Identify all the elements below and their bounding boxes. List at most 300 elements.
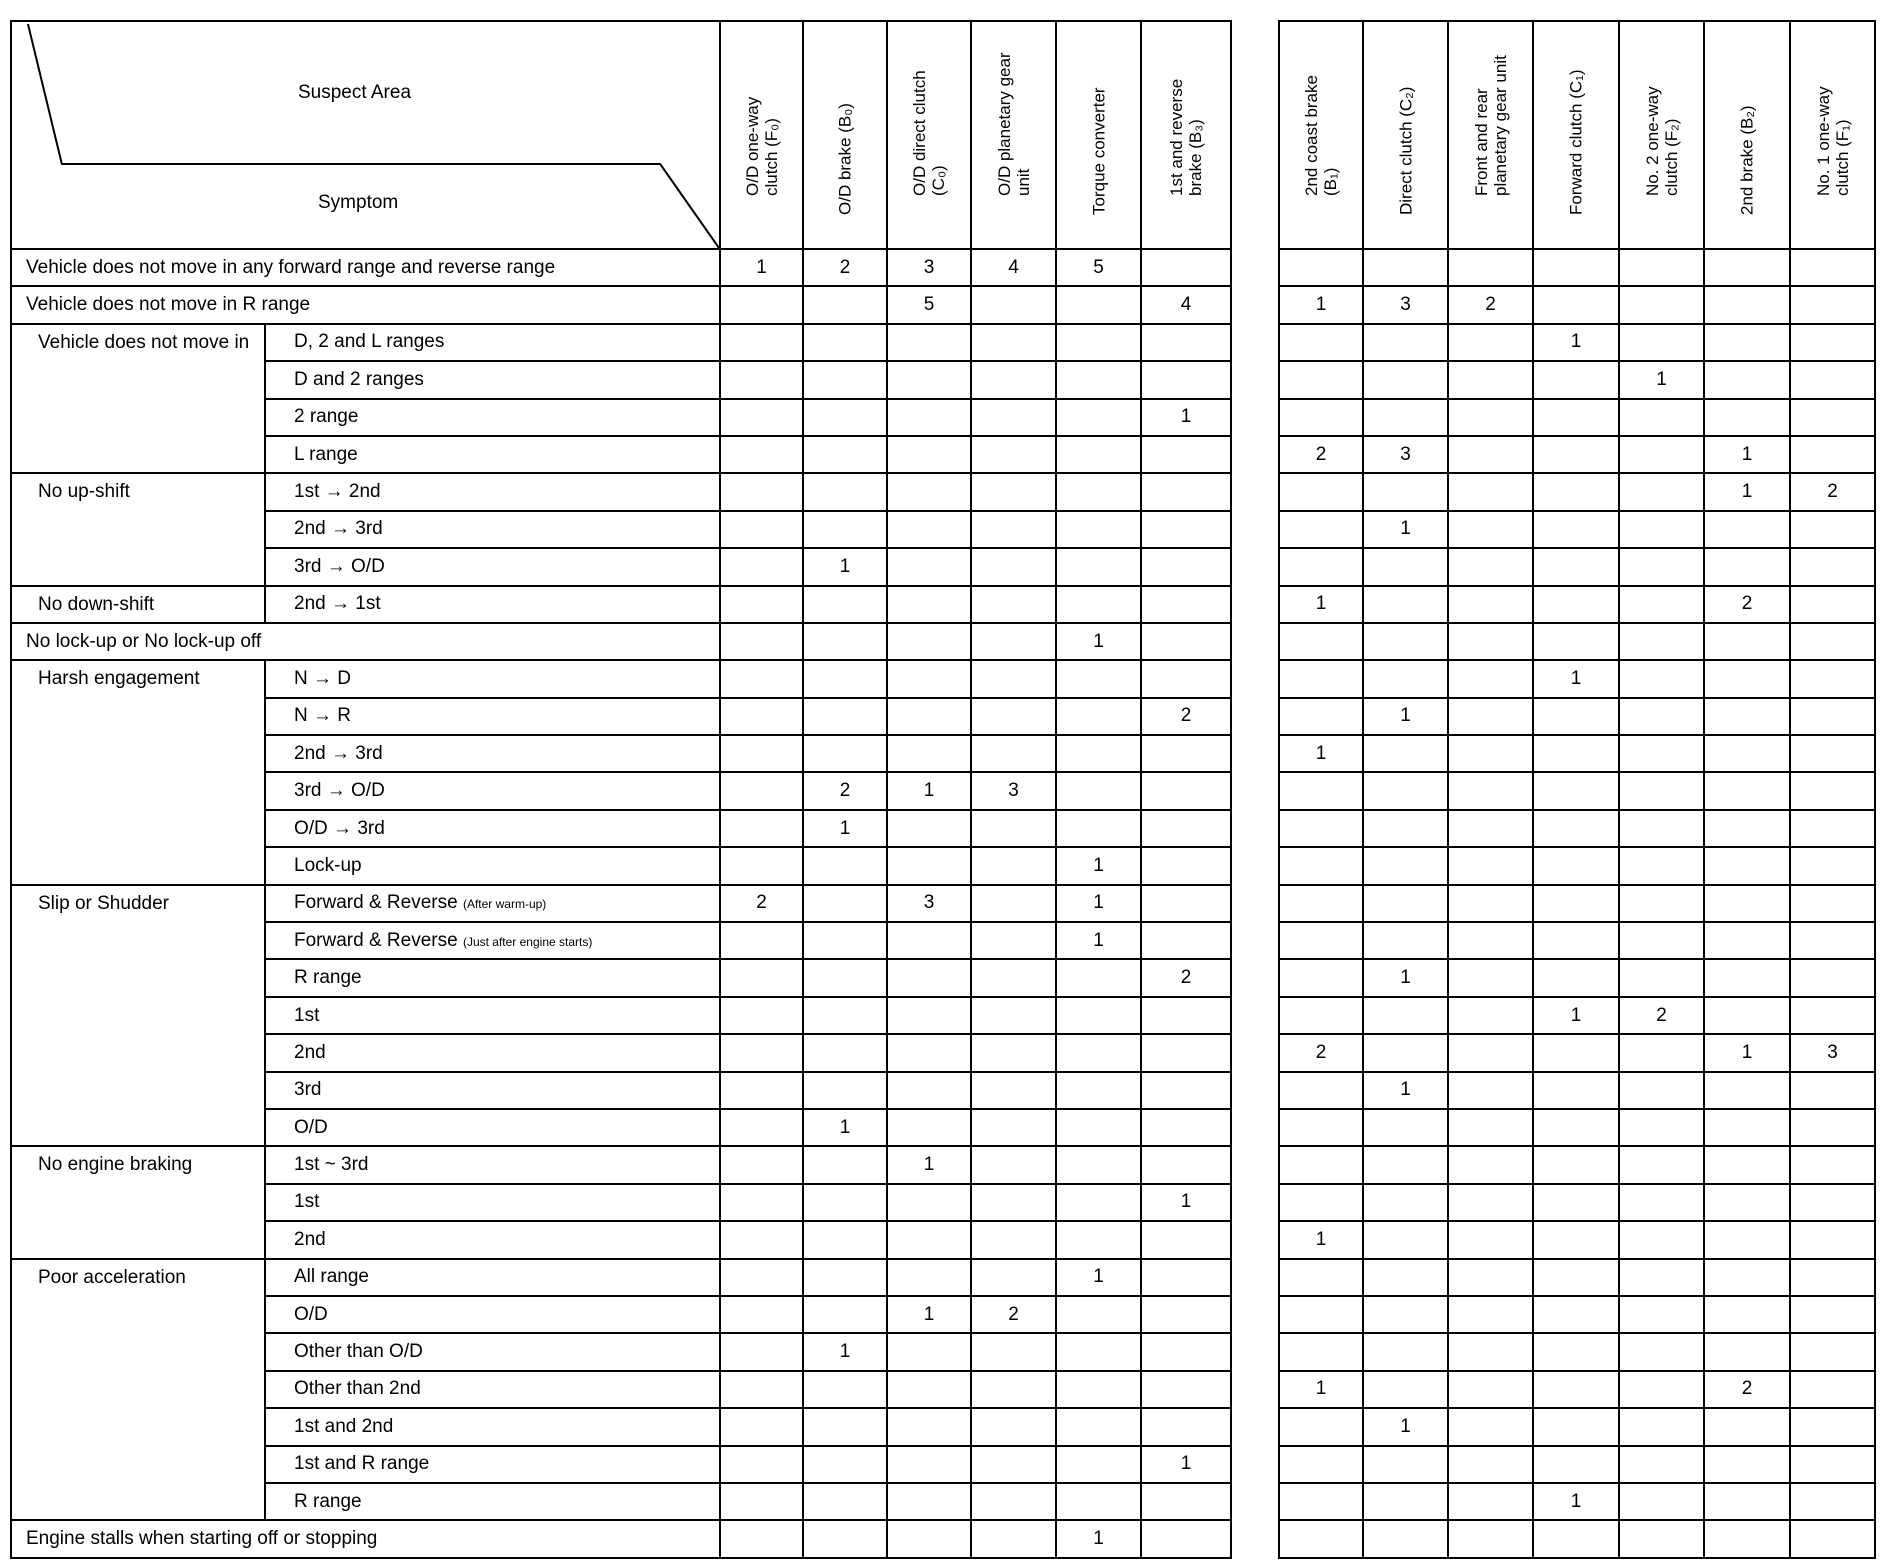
condition-text: N → D: [294, 667, 351, 689]
check-order-cell: [720, 1146, 803, 1183]
check-order-cell: [1790, 1146, 1875, 1183]
check-order-cell: [1448, 399, 1533, 436]
check-order-cell: [1790, 324, 1875, 361]
check-order-cell: [971, 1146, 1056, 1183]
condition-text: O/D: [294, 1116, 328, 1138]
check-order-cell: [1790, 436, 1875, 473]
check-order-cell: 1: [1704, 436, 1790, 473]
check-order-cell: [971, 1034, 1056, 1071]
symptom-row: [1279, 922, 1875, 959]
check-order-cell: [803, 922, 887, 959]
check-order-cell: [1141, 1109, 1231, 1146]
condition-text: O/D: [294, 1303, 328, 1325]
check-order-cell: [1141, 324, 1231, 361]
check-order-cell: [720, 623, 803, 660]
condition-text: Forward & Reverse: [294, 929, 458, 951]
check-order-cell: [1533, 885, 1619, 922]
symptom-row: [11, 286, 1231, 323]
check-order-cell: [1619, 922, 1704, 959]
check-order-cell: 1: [1704, 1034, 1790, 1071]
check-order-cell: [1533, 1146, 1619, 1183]
check-order-cell: [1056, 586, 1141, 623]
check-order-cell: [1533, 1221, 1619, 1258]
check-order-cell: [720, 922, 803, 959]
check-order-cell: [1790, 1184, 1875, 1221]
check-order-cell: [1448, 1221, 1533, 1258]
check-order-cell: [1704, 1333, 1790, 1370]
check-order-cell: [1363, 1034, 1448, 1071]
symptom-row: [1279, 1072, 1875, 1109]
condition-text: L range: [294, 443, 358, 465]
check-order-cell: [1141, 1483, 1231, 1520]
column-header-label: O/D brake (B₀): [835, 103, 855, 215]
check-order-cell: [1363, 249, 1448, 286]
check-order-cell: [971, 623, 1056, 660]
check-order-cell: [1619, 399, 1704, 436]
check-order-cell: 1: [1279, 1221, 1363, 1258]
symptom-condition: [265, 810, 720, 847]
check-order-cell: [1533, 1446, 1619, 1483]
check-order-cell: 1: [1279, 586, 1363, 623]
symptom-row: [1279, 1109, 1875, 1146]
check-order-cell: [1141, 586, 1231, 623]
check-order-cell: [803, 1371, 887, 1408]
check-order-cell: [1056, 772, 1141, 809]
symptom-group-label: No engine braking: [11, 1146, 265, 1258]
check-order-cell: 1: [887, 1296, 971, 1333]
check-order-cell: 1: [887, 1146, 971, 1183]
check-order-cell: 1: [1533, 997, 1619, 1034]
symptom-row: [1279, 1146, 1875, 1183]
check-order-cell: [1704, 772, 1790, 809]
suspect-area-column-header: [1056, 21, 1141, 249]
check-order-cell: [1141, 1072, 1231, 1109]
check-order-cell: [1279, 1296, 1363, 1333]
check-order-cell: [1056, 1072, 1141, 1109]
check-order-cell: [971, 735, 1056, 772]
symptom-row: [1279, 997, 1875, 1034]
check-order-cell: [1056, 324, 1141, 361]
check-order-cell: [803, 847, 887, 884]
symptom-group-label: Poor acceleration: [11, 1259, 265, 1521]
check-order-cell: [1141, 1221, 1231, 1258]
check-order-cell: [1790, 1408, 1875, 1445]
condition-text: 1st and R range: [294, 1453, 430, 1475]
check-order-cell: [1448, 698, 1533, 735]
condition-text: 3rd: [294, 1079, 322, 1101]
check-order-cell: [1533, 772, 1619, 809]
check-order-cell: [1056, 473, 1141, 510]
check-order-cell: [1141, 772, 1231, 809]
symptom-row: [11, 324, 1231, 361]
check-order-cell: [1448, 361, 1533, 398]
condition-note: (Just after engine starts): [462, 934, 593, 949]
check-order-cell: [1448, 623, 1533, 660]
check-order-cell: 3: [1363, 436, 1448, 473]
check-order-cell: 2: [1279, 436, 1363, 473]
symptom-condition: [265, 1259, 720, 1296]
check-order-cell: [1790, 399, 1875, 436]
symptom-row: [1279, 660, 1875, 697]
check-order-cell: [971, 997, 1056, 1034]
symptom-row: [1279, 1408, 1875, 1445]
check-order-cell: [1533, 1259, 1619, 1296]
check-order-cell: [720, 810, 803, 847]
check-order-cell: [1704, 249, 1790, 286]
check-order-cell: [803, 586, 887, 623]
check-order-cell: [803, 436, 887, 473]
check-order-cell: [1619, 1333, 1704, 1370]
suspect-area-column-header: [1704, 21, 1790, 249]
check-order-cell: [1619, 1259, 1704, 1296]
check-order-cell: [1533, 1520, 1619, 1557]
condition-text: All range: [294, 1266, 369, 1288]
check-order-cell: 1: [803, 548, 887, 585]
right-table-body: [1279, 249, 1875, 1558]
check-order-cell: [1533, 959, 1619, 996]
condition-text: Lock-up: [294, 854, 362, 876]
check-order-cell: [1619, 1483, 1704, 1520]
check-order-cell: [1704, 623, 1790, 660]
check-order-cell: [1363, 473, 1448, 510]
check-order-cell: [1533, 623, 1619, 660]
column-header-label: 2nd coast brake (B₁): [1302, 75, 1340, 196]
check-order-cell: [971, 1408, 1056, 1445]
check-order-cell: [803, 1184, 887, 1221]
check-order-cell: [1448, 1259, 1533, 1296]
check-order-cell: [1141, 1333, 1231, 1370]
check-order-cell: [803, 660, 887, 697]
suspect-area-column-header: [1448, 21, 1533, 249]
symptom-condition: [265, 735, 720, 772]
symptom-row: [1279, 1184, 1875, 1221]
check-order-cell: [1056, 1333, 1141, 1370]
symptom-condition: [265, 1184, 720, 1221]
check-order-cell: [887, 399, 971, 436]
check-order-cell: [803, 1034, 887, 1071]
check-order-cell: [720, 1109, 803, 1146]
symptom-row: [1279, 810, 1875, 847]
column-header-label: 1st and reverse brake (B₃): [1167, 78, 1205, 196]
check-order-cell: [803, 1072, 887, 1109]
check-order-cell: 3: [971, 772, 1056, 809]
check-order-cell: 2: [1704, 586, 1790, 623]
check-order-cell: [1279, 1259, 1363, 1296]
symptom-condition: [265, 1146, 720, 1183]
check-order-cell: [1279, 1446, 1363, 1483]
check-order-cell: 1: [1533, 660, 1619, 697]
check-order-cell: [1448, 660, 1533, 697]
check-order-cell: [887, 1520, 971, 1557]
check-order-cell: [1056, 548, 1141, 585]
check-order-cell: 3: [1363, 286, 1448, 323]
check-order-cell: [1533, 698, 1619, 735]
check-order-cell: [971, 399, 1056, 436]
symptom-row: [1279, 1333, 1875, 1370]
check-order-cell: [1279, 1333, 1363, 1370]
check-order-cell: [1790, 1221, 1875, 1258]
check-order-cell: [1619, 735, 1704, 772]
check-order-cell: [1790, 1109, 1875, 1146]
symptom-label: Symptom: [318, 192, 399, 213]
column-header-label: Front and rear planetary gear unit: [1471, 55, 1510, 196]
condition-text: Forward & Reverse: [294, 892, 458, 914]
check-order-cell: 2: [1279, 1034, 1363, 1071]
symptom-condition: [265, 959, 720, 996]
check-order-cell: [1448, 735, 1533, 772]
check-order-cell: [1704, 847, 1790, 884]
check-order-cell: [1619, 1408, 1704, 1445]
check-order-cell: [1619, 810, 1704, 847]
symptom-condition: [265, 473, 720, 510]
check-order-cell: [720, 548, 803, 585]
check-order-cell: [720, 1446, 803, 1483]
check-order-cell: [1279, 1109, 1363, 1146]
check-order-cell: [887, 1371, 971, 1408]
condition-text: 3rd → O/D: [294, 780, 385, 802]
check-order-cell: [1790, 959, 1875, 996]
check-order-cell: 5: [887, 286, 971, 323]
check-order-cell: [1279, 249, 1363, 286]
check-order-cell: [1533, 1408, 1619, 1445]
check-order-cell: [1533, 810, 1619, 847]
check-order-cell: [1056, 959, 1141, 996]
symptom-condition: [265, 1483, 720, 1520]
check-order-cell: [1704, 399, 1790, 436]
symptom-row: [11, 1259, 1231, 1296]
check-order-cell: [1619, 698, 1704, 735]
check-order-cell: 1: [803, 1109, 887, 1146]
check-order-cell: [803, 511, 887, 548]
check-order-cell: [1704, 1184, 1790, 1221]
check-order-cell: [971, 1520, 1056, 1557]
left-header-row: [11, 21, 1231, 249]
symptom-condition: [265, 1221, 720, 1258]
check-order-cell: [887, 548, 971, 585]
symptom-condition: [265, 436, 720, 473]
condition-text: 2nd: [294, 1041, 326, 1063]
check-order-cell: [1279, 997, 1363, 1034]
check-order-cell: [1141, 810, 1231, 847]
check-order-cell: [1279, 399, 1363, 436]
check-order-cell: [1056, 660, 1141, 697]
check-order-cell: [720, 1408, 803, 1445]
check-order-cell: [1790, 847, 1875, 884]
check-order-cell: [720, 324, 803, 361]
check-order-cell: [1448, 922, 1533, 959]
check-order-cell: 1: [1533, 324, 1619, 361]
column-header-label: O/D direct clutch (C₀): [910, 70, 948, 196]
check-order-cell: [1619, 885, 1704, 922]
check-order-cell: [1790, 1520, 1875, 1557]
check-order-cell: [1279, 1520, 1363, 1557]
check-order-cell: [803, 698, 887, 735]
check-order-cell: [1533, 399, 1619, 436]
check-order-cell: 1: [1363, 1072, 1448, 1109]
check-order-cell: [971, 361, 1056, 398]
check-order-cell: [1363, 660, 1448, 697]
check-order-cell: [1279, 1408, 1363, 1445]
check-order-cell: 1: [887, 772, 971, 809]
check-order-cell: 1: [1533, 1483, 1619, 1520]
check-order-cell: [720, 735, 803, 772]
check-order-cell: [1056, 1109, 1141, 1146]
symptom-condition: [265, 1446, 720, 1483]
symptom-condition: [265, 698, 720, 735]
check-order-cell: [1056, 1184, 1141, 1221]
symptom-condition: [265, 660, 720, 697]
check-order-cell: [1141, 922, 1231, 959]
symptom-row: [1279, 1296, 1875, 1333]
check-order-cell: [1363, 1446, 1448, 1483]
check-order-cell: [1448, 473, 1533, 510]
check-order-cell: [1448, 1034, 1533, 1071]
check-order-cell: [1704, 1520, 1790, 1557]
check-order-cell: [1704, 1072, 1790, 1109]
column-header-label: 2nd brake (B₂): [1737, 105, 1757, 215]
check-order-cell: [971, 1072, 1056, 1109]
check-order-cell: [1704, 922, 1790, 959]
check-order-cell: [1448, 1072, 1533, 1109]
check-order-cell: [1790, 286, 1875, 323]
check-order-cell: [971, 324, 1056, 361]
suspect-area-label: Suspect Area: [298, 82, 412, 103]
symptom-group-label: Harsh engagement: [11, 660, 265, 884]
check-order-cell: [887, 1072, 971, 1109]
check-order-cell: [1790, 1072, 1875, 1109]
check-order-cell: [887, 1184, 971, 1221]
check-order-cell: [1056, 399, 1141, 436]
check-order-cell: [887, 1446, 971, 1483]
column-header-label: O/D one-way clutch (F₀): [742, 96, 781, 196]
check-order-cell: [1790, 1483, 1875, 1520]
check-order-cell: [971, 660, 1056, 697]
check-order-cell: [1533, 1371, 1619, 1408]
symptom-condition: [265, 1034, 720, 1071]
check-order-cell: [1279, 623, 1363, 660]
check-order-cell: 1: [1056, 922, 1141, 959]
symptom-condition: [265, 885, 720, 922]
check-order-cell: [1279, 772, 1363, 809]
symptom-group-label: Vehicle does not move in: [11, 324, 265, 474]
check-order-cell: 5: [1056, 249, 1141, 286]
check-order-cell: [1363, 1146, 1448, 1183]
check-order-cell: [720, 1333, 803, 1370]
check-order-cell: [803, 735, 887, 772]
symptom-row: [1279, 1483, 1875, 1520]
check-order-cell: [1704, 548, 1790, 585]
check-order-cell: 2: [1141, 698, 1231, 735]
symptom-row: [1279, 623, 1875, 660]
check-order-cell: [1141, 735, 1231, 772]
left-table-body: [11, 249, 1231, 1558]
check-order-cell: [1790, 698, 1875, 735]
symptom-row: [11, 586, 1231, 623]
check-order-cell: [1619, 959, 1704, 996]
condition-text: N → R: [294, 705, 351, 727]
check-order-cell: 2: [1619, 997, 1704, 1034]
check-order-cell: [803, 324, 887, 361]
check-order-cell: [1448, 1371, 1533, 1408]
check-order-cell: [1533, 735, 1619, 772]
check-order-cell: [1363, 885, 1448, 922]
check-order-cell: [1141, 511, 1231, 548]
check-order-cell: [971, 885, 1056, 922]
check-order-cell: [803, 399, 887, 436]
check-order-cell: 1: [720, 249, 803, 286]
symptom-row: [1279, 473, 1875, 510]
suspect-area-column-header: [971, 21, 1056, 249]
check-order-cell: [887, 922, 971, 959]
check-order-cell: [1056, 997, 1141, 1034]
check-order-cell: [1619, 249, 1704, 286]
check-order-cell: [1279, 324, 1363, 361]
condition-text: 2nd → 3rd: [294, 518, 383, 540]
check-order-cell: [803, 997, 887, 1034]
check-order-cell: [1363, 324, 1448, 361]
check-order-cell: 1: [1279, 286, 1363, 323]
check-order-cell: [1141, 885, 1231, 922]
check-order-cell: [803, 959, 887, 996]
check-order-cell: [1619, 511, 1704, 548]
symptom-condition: [265, 1296, 720, 1333]
check-order-cell: [887, 698, 971, 735]
check-order-cell: [1533, 922, 1619, 959]
symptom-row: [1279, 436, 1875, 473]
check-order-cell: [1141, 1259, 1231, 1296]
column-header-label: Direct clutch (C₂): [1396, 86, 1415, 215]
condition-text: 1st and 2nd: [294, 1415, 394, 1437]
check-order-cell: [720, 1034, 803, 1071]
check-order-cell: 1: [803, 810, 887, 847]
check-order-cell: [1141, 473, 1231, 510]
check-order-cell: [1141, 847, 1231, 884]
check-order-cell: [1363, 1483, 1448, 1520]
check-order-cell: [1619, 548, 1704, 585]
check-order-cell: [1056, 698, 1141, 735]
check-order-cell: [803, 885, 887, 922]
check-order-cell: [1704, 959, 1790, 996]
check-order-cell: [1279, 959, 1363, 996]
condition-text: Other than 2nd: [294, 1378, 421, 1400]
check-order-cell: [1448, 511, 1533, 548]
condition-text: 1st: [294, 1004, 320, 1026]
check-order-cell: 1: [1056, 847, 1141, 884]
condition-text: 3rd → O/D: [294, 555, 385, 577]
condition-text: 2nd → 3rd: [294, 742, 383, 764]
check-order-cell: [1363, 922, 1448, 959]
check-order-cell: [1790, 623, 1875, 660]
check-order-cell: [1533, 436, 1619, 473]
check-order-cell: [1533, 473, 1619, 510]
check-order-cell: [720, 1221, 803, 1258]
symptom-row: [1279, 698, 1875, 735]
check-order-cell: 4: [1141, 286, 1231, 323]
check-order-cell: [1363, 997, 1448, 1034]
symptom-condition: [265, 772, 720, 809]
check-order-cell: [887, 586, 971, 623]
check-order-cell: [971, 1446, 1056, 1483]
check-order-cell: [1363, 1333, 1448, 1370]
check-order-cell: [1533, 249, 1619, 286]
check-order-cell: [1448, 324, 1533, 361]
check-order-cell: [1533, 1109, 1619, 1146]
check-order-cell: [1790, 772, 1875, 809]
check-order-cell: [803, 1520, 887, 1557]
symptom-row: [11, 623, 1231, 660]
check-order-cell: [720, 361, 803, 398]
check-order-cell: [971, 473, 1056, 510]
